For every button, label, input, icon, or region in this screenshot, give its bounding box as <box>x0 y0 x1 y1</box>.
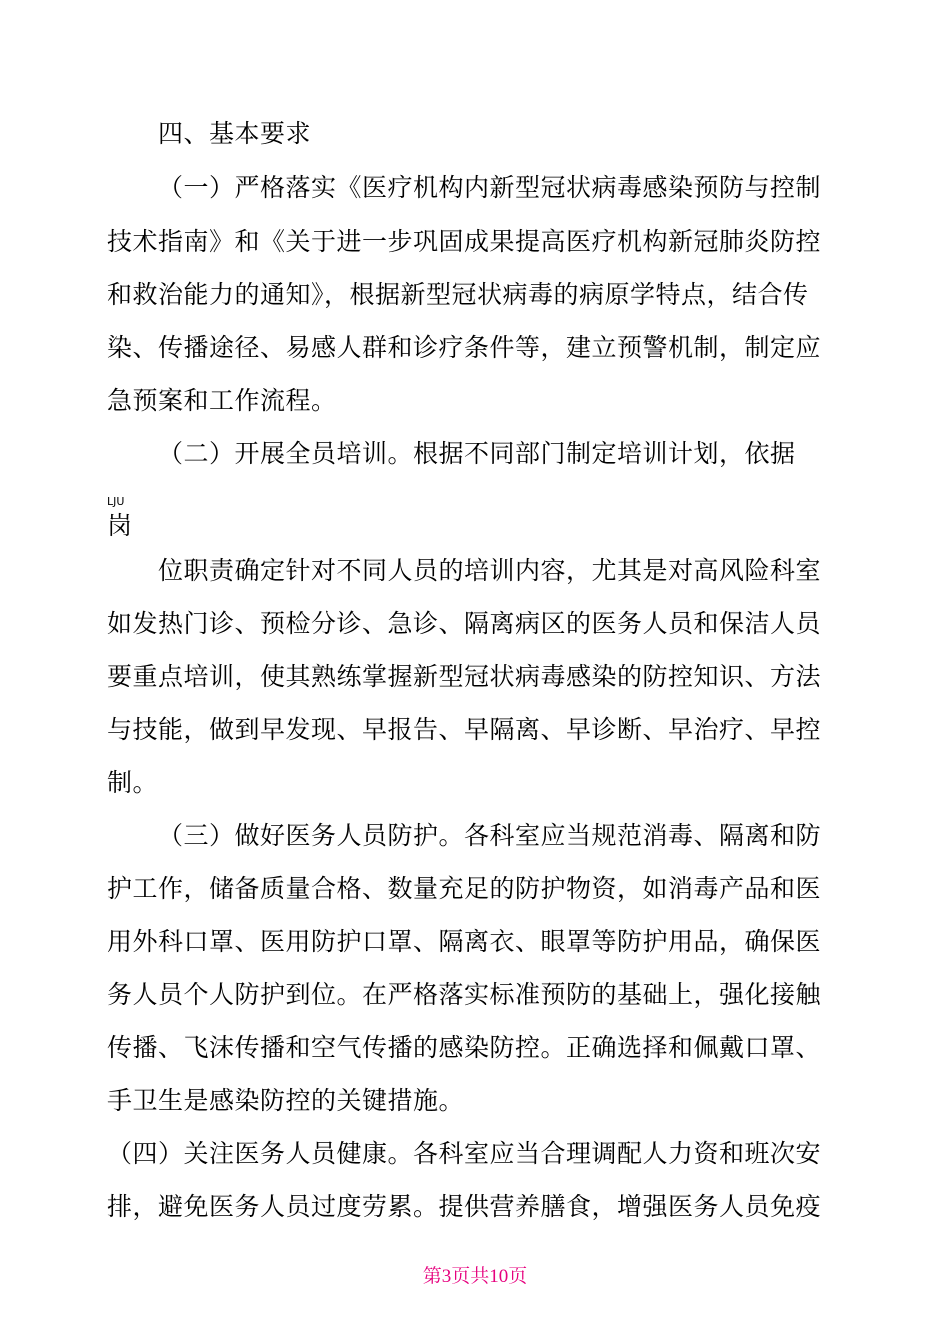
text-line: （三）做好医务人员防护。各科室应当规范消毒、隔离和防 <box>158 821 822 850</box>
text-line: 要重点培训，使其熟练掌握新型冠状病毒感染的防控知识、方法 <box>107 662 822 691</box>
page-number-footer: 第3页共10页 <box>422 1266 528 1287</box>
text-line: 用外科口罩、医用防护口罩、隔离衣、眼罩等防护用品，确保医 <box>107 927 822 956</box>
section-heading: 四、基本要求 <box>158 119 312 148</box>
small-mark: LJU <box>107 495 125 508</box>
text-line: 技术指南》和《关于进一步巩固成果提高医疗机构新冠肺炎防控 <box>107 227 822 256</box>
text-line: 岗 <box>107 511 133 540</box>
text-line: 传播、飞沫传播和空气传播的感染防控。正确选择和佩戴口罩、 <box>107 1033 822 1062</box>
text-line: 如发热门诊、预检分诊、急诊、隔离病区的医务人员和保洁人员 <box>107 609 822 638</box>
text-line: 排，避免医务人员过度劳累。提供营养膳食，增强医务人员免疫 <box>107 1192 822 1221</box>
text-line: 染、传播途径、易感人群和诊疗条件等，建立预警机制，制定应 <box>107 333 822 362</box>
text-line: 手卫生是感染防控的关键措施。 <box>107 1086 465 1115</box>
text-line: 务人员个人防护到位。在严格落实标准预防的基础上，强化接触 <box>107 980 822 1009</box>
text-line: （一）严格落实《医疗机构内新型冠状病毒感染预防与控制 <box>158 173 822 202</box>
text-line: 位职责确定针对不同人员的培训内容，尤其是对高风险科室 <box>158 556 822 585</box>
text-line: 急预案和工作流程。 <box>107 386 337 415</box>
text-line: 护工作，储备质量合格、数量充足的防护物资，如消毒产品和医 <box>107 874 822 903</box>
text-line: （四）关注医务人员健康。各科室应当合理调配人力资和班次安 <box>107 1139 822 1168</box>
text-line: 和救治能力的通知》，根据新型冠状病毒的病原学特点，结合传 <box>107 280 809 309</box>
text-line: 制。 <box>107 768 159 797</box>
text-line: 与技能，做到早发现、早报告、早隔离、早诊断、早治疗、早控 <box>107 715 822 744</box>
text-line: （二）开展全员培训。根据不同部门制定培训计划，依据 <box>158 439 796 468</box>
